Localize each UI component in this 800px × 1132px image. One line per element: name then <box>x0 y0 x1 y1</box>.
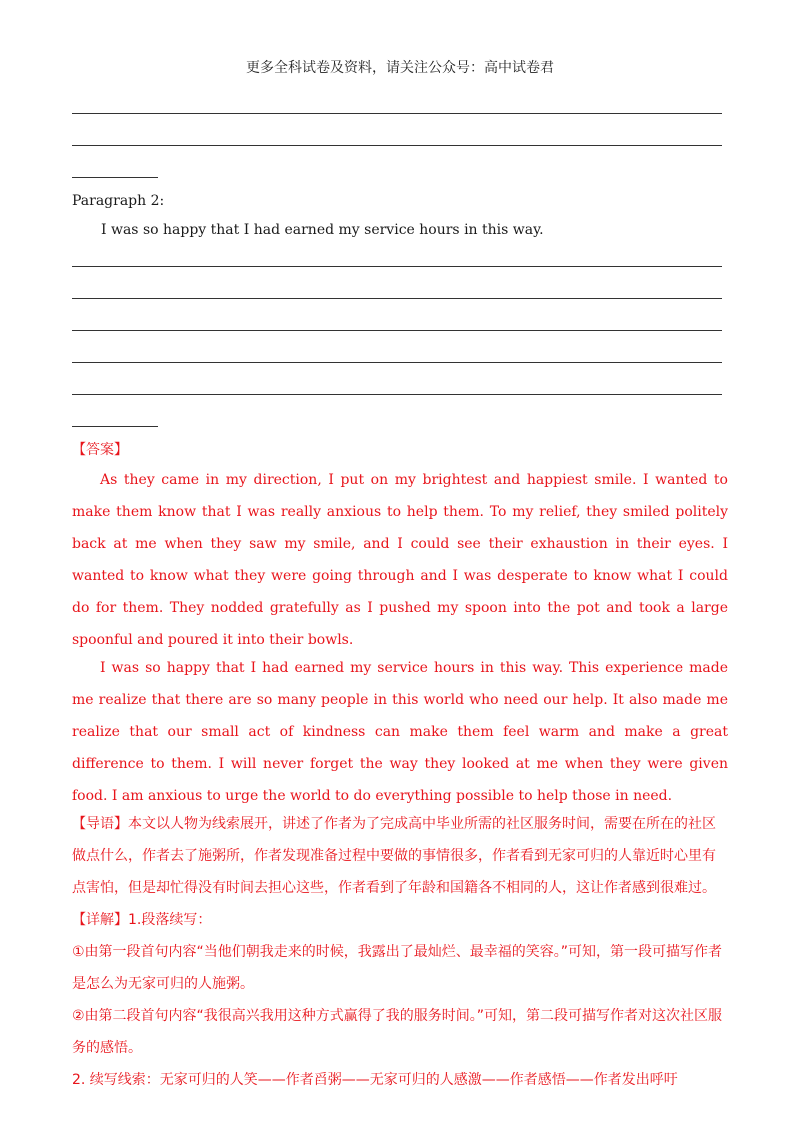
writing-line-short <box>72 426 158 427</box>
writing-line <box>72 298 722 299</box>
page-header: 更多全科试卷及资料，请关注公众号：高中试卷君 <box>246 60 554 76</box>
paragraph-2-label: Paragraph 2: <box>72 193 165 209</box>
writing-line <box>72 113 722 114</box>
paragraph-2-starter: I was so happy that I had earned my service hours in this way. <box>101 222 544 238</box>
detail-point-1: ①由第一段首句内容“当他们朝我走来的时候，我露出了最灿烂、最幸福的笑容。”可知，第一段可描写作者是怎么为无家可归的人施粥。 <box>72 944 723 992</box>
detail-point-2: ②由第二段首句内容“我很高兴我用这种方式赢得了我的服务时间。”可知，第二段可描写作者对这次社区服务的感悟。 <box>72 1008 723 1056</box>
answer-heading: 【答案】 <box>72 442 128 458</box>
answer-paragraph-1: As they came in my direction, I put on my brightest and happiest smile. I wanted to make them know that I was really anxious to help them. To my relief, they smiled politely back at me when they saw my smile, and I could see their exhaustion in their eyes. I wanted to know what they were going through and I was desperate to know what I could do for them. They nodded gratefully as I pushed my spoon into the pot and took a large spoonful and poured it into their bowls. <box>72 472 728 648</box>
detail-clue: 2. 续写线索：无家可归的人笑——作者舀粥——无家可归的人感激——作者感悟——作者发出呼吁 <box>72 1072 678 1088</box>
answer-section <box>72 434 728 1096</box>
writing-line <box>72 362 722 363</box>
guide-text: 【导语】本文以人物为线索展开，讲述了作者为了完成高中毕业所需的社区服务时间，需要在所在的社区做点什么，作者去了施粥所，作者发现准备过程中要做的事情很多，作者看到无家可归的人靠近时心里有点害怕，但是却忙得没有时间去担心这些，作者看到了年龄和国籍各不相同的人，这让作者感到很难过。 <box>72 816 716 896</box>
answer-paragraph-2: I was so happy that I had earned my service hours in this way. This experience made me realize that there are so many people in this world who need our help. It also made me realize that our small act of kindness can make them feel warm and make a great difference to them. I will never forget the way they looked at me when they were given food. I am anxious to urge the world to do everything possible to help those in need. <box>72 660 728 804</box>
writing-line-short <box>72 177 158 178</box>
writing-line <box>72 394 722 395</box>
writing-line <box>72 330 722 331</box>
writing-line <box>72 266 722 267</box>
detail-heading: 【详解】1.段落续写： <box>72 912 212 928</box>
writing-line <box>72 145 722 146</box>
